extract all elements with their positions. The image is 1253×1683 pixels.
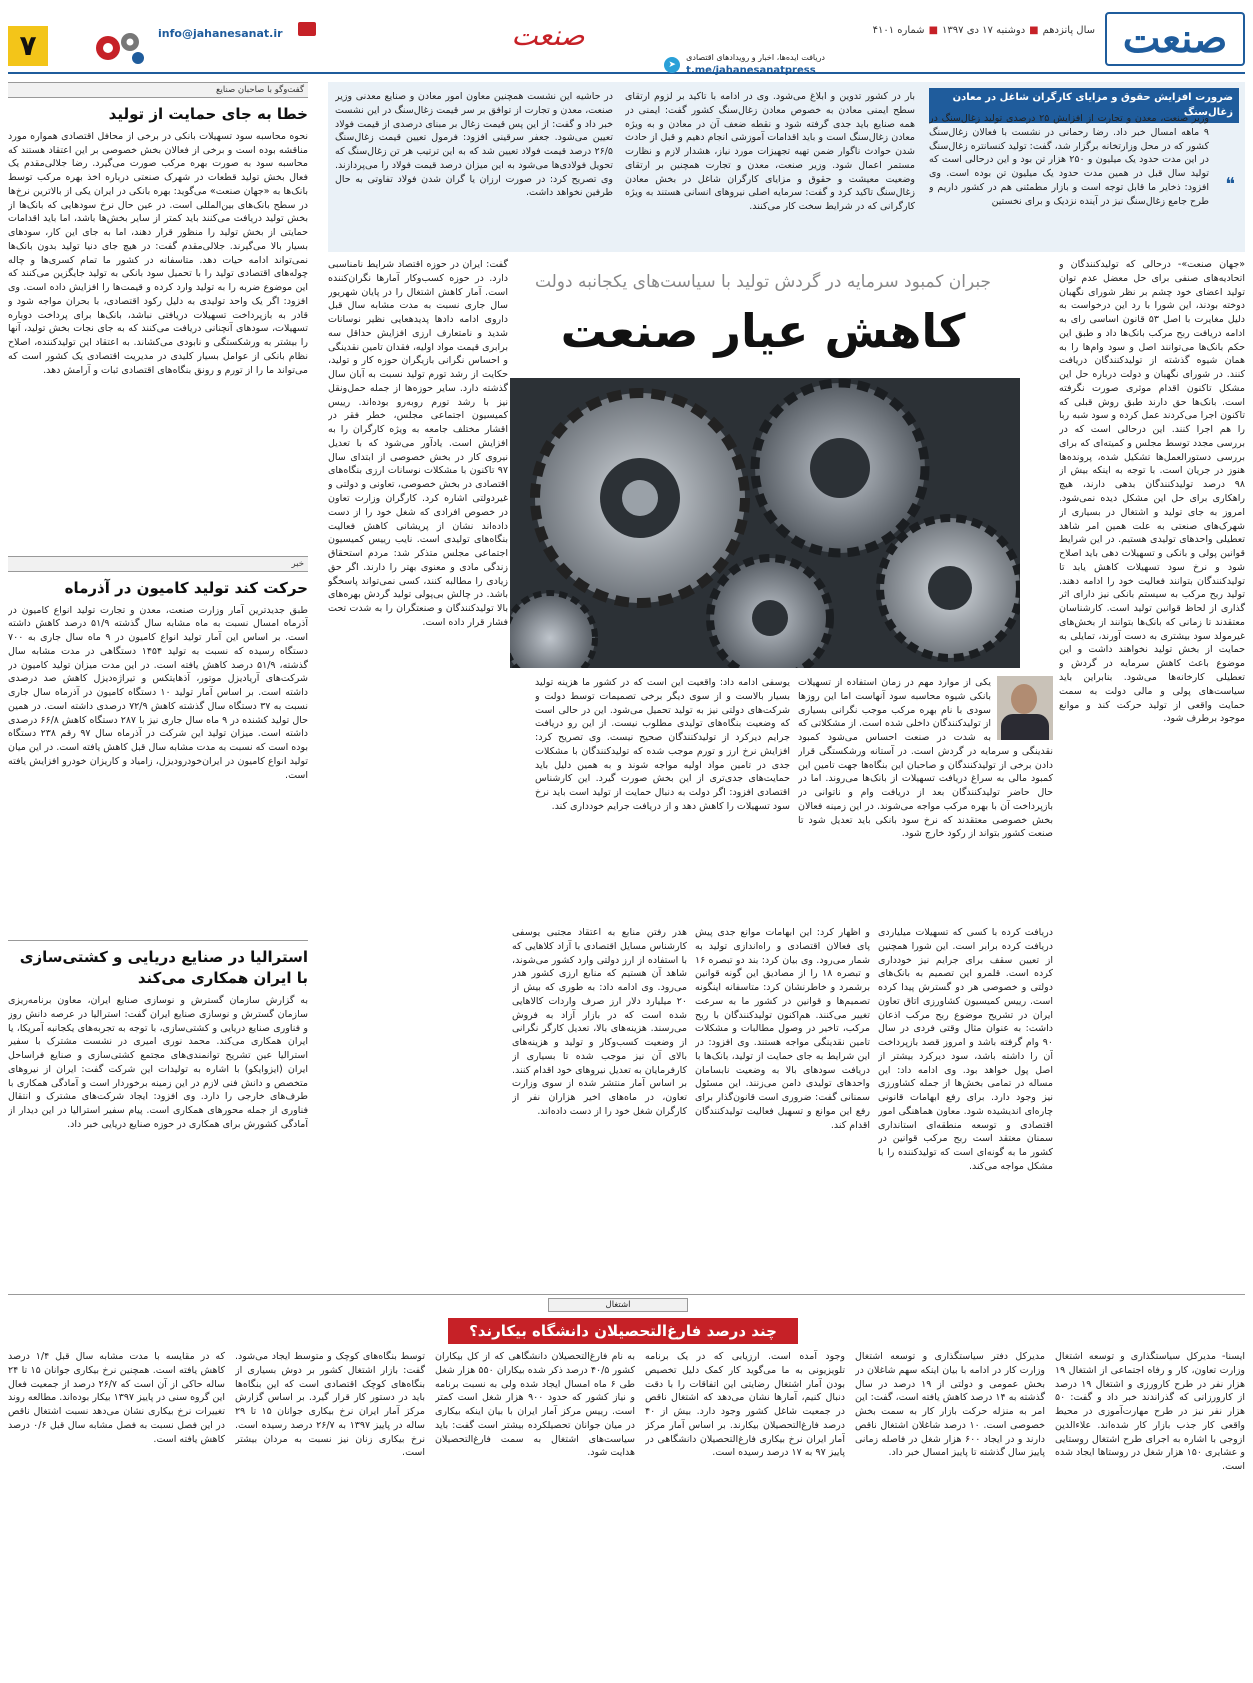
left-column bbox=[8, 82, 308, 1222]
main-article-col-left: گفت: ایران در حوزه اقتصاد شرایط نامناسبی دارد. در حوزه کسب‌وکار آمارها نگران‌کننده است. آمار کاهش اشتغال را در پایان شهریور سال جاری نسبت به مدت مشابه سال قبل داروی ادامه دادها پدیدهعایی نظیر نوسانات شدید و نامتعارف ارزی افزایش حداقل سه برابری قیمت مواد اولیه، فقدان تامین نقدینگی و احساس نگرانی بازیگران حوزه کار و تولید، حکایت از رشد تورم تولید نسبت به آبان سال گذشته دارد. سایر حوزه‌ها از جمله حمل‌ونقل نیز با رشد تورم روبه‌رو بوده‌اند. رییس کمیسیون اجتماعی مجلس، خطر فقر در اقشار مختلف جامعه به ویژه کارگران را به افزایش است. یادآور می‌شود که با تعدیل نیروی کار در بخش خصوصی از ابتدای سال ۹۷ تاکنون با مشکلات نوسانات ارزی بنگاه‌های اقتصادی در بخش خصوصی، تعاونی و دولتی و غیردولتی اشاره کرد. کارگران وزارت تعاون در خصوص افرادی که شغل خود را از دست داده‌اند نشان از پریشانی کاهش فعالیت بنگاه‌های تولیدی است. نایب رییس کمیسیون اجتماعی مجلس متذکر شد: مردم استحقاق زندگی مادی و معنوی بهتر را دارند. اگر حق زیادی را مطالبه کنند، کسی نمی‌تواند پاسخگو باشد. در چالش بی‌پولی تولید گردش بهره‌های بالا تولیدکنندگان و صنعتگران را به شدت تحت فشار قرار داده است. bbox=[328, 259, 508, 628]
article-truck-production: طبق جدیدترین آمار وزارت صنعت، معدن و تجارت تولید انواع کامیون در آذرماه امسال نسبت به ماه مشابه سال گذشته ۵۱/۹ درصد کاهش داشته است. بر اساس این آمار تولید انواع کامیون در ۹ ماه سال جاری به ۷۰۰ دستگاه رسیده که نسبت به تولید ۱۴۵۴ دستگاهی در مدت مشابه سال گذشته، ۵۱/۹ درصد کاهش یافته است. در این مدت میزان تولید کامیون در شرکت‌های آریادیزل موتور، آذهایتکس و تیراژه‌دیزل کاهش صد درصدی داشته است. بر اساس آمار تولید ۱۰ دستگاه کامیون در آذرماه سال جاری نسبت به ۳۷ دستگاه سال گذشته کاهش ۷۲/۹ درصدی داشته است. در همین حال تولید کشنده در ۹ ماه سال جاری نیز با ۲۸۷ دستگاه کاهش ۶۶/۸ درصدی داشته است. میزان تولید این شرکت در آذرماه سال ۹۷ رقم ۲۳۸ دستگاه بوده است که نسبت به مدت مشابه سال قبل کاهش یافته است. در این میان تولید انواع کامیون در ایران‌خودرودیزل، زامیاد و کاریزان خودرو افزایش یافته است. bbox=[8, 604, 308, 781]
coal-news-headline: ضرورت افزایش حقوق و مزایای کارگران شاغل در معادن زغال‌سنگ bbox=[929, 88, 1239, 123]
quote-icon: ❝ bbox=[1225, 174, 1235, 195]
issue-volume: سال پانزدهم bbox=[1042, 25, 1095, 36]
author-column bbox=[798, 676, 1053, 916]
article-bank-interest: نحوه محاسبه سود تسهیلات بانکی در برخی از محافل اقتصادی همواره مورد مناقشه بوده است و برخی از فعالان بخش خصوصی بر این اعتقاد هستند که محاسبه سود به صورت بهره مرکب صورت می‌گیرد. رضا جلالی‌مقدم یک فعال بخش تولید قطعات در شهرک صنعتی درباره اخذ بهره مرکب توسط بانک‌ها به «جهان صنعت» می‌گوید: بهره بانکی در ایران یکی از بالاترین نرخ‌ها در سطح بانک‌های بین‌المللی است. در عین حال نرخ سودهایی که بانک‌ها از بخش تولید دریافت می‌کنند باید کمتر از سایر بخش‌ها باشد، اما باید اقدامات حمایتی از بخش تولید را منظور قرار دهند، اما به جای این کار، سودهای بسیار بالا می‌گیرند. جلالی‌مقدم گفت: در هیچ جای دنیا تولید بدون بانک‌ها نمی‌تواند ادامه حیات دهد. متاسفانه در کشور ما تمام کسری‌ها و چاله چوله‌های اقتصادی تولید را با تحمیل سود بانکی به تولید جایگزین می‌کنند که این موضوع ضربه را به تولید وارد کرده و قیمت‌ها را افزایش داده است. وی افزود: اگر یک واحد تولیدی به دلیل رکود اقتصادی، با بحران مواجه شود و قادر به بازپرداخت تسهیلات دریافتی نباشد، بانک‌ها برای پرداخت دوباره تسهیلات، سودهای آنچنانی دریافت می‌کنند که به جای نجات بخش تولید، آنها را بیشتر به ورشکستگی و نابودی می‌کشاند. به اعتقاد این تولیدکننده، اصلاح نظام بانکی از عوامل بسیار کلیدی در مدیریت اقتصادی یک کشور است که می‌تواند ما را از تورم و رونق بنگاه‌های اقتصادی ثبات و آرامش دهد. bbox=[8, 130, 308, 376]
gears-icon bbox=[88, 26, 148, 66]
logo bbox=[1105, 12, 1245, 66]
employment-col-2: مدیرکل دفتر سیاستگذاری و توسعه اشتغال وزارت کار در ادامه با بیان اینکه سهم شاغلان در بخش عمومی و دولتی از ۱۹ درصد در سال گذشته به ۱۴ درصد کاهش یافته است، گفت: این امر به منزله حرکت بازار کار به سمت بخش خصوصی است. ۱۰ درصد شاغلان اشتغال ناقص دارند و در ایجاد ۶۰۰ هزار شغل در فاصله زمانی پاییز سال گذشته تا پاییز امسال خبر داد. bbox=[855, 1351, 1045, 1459]
issue-number: شماره ۴۱۰۱ bbox=[872, 25, 925, 36]
main-article-lower-3: هدر رفتن منابع به اعتقاد مجتبی یوسفی کارشناس مسایل اقتصادی با آزاد کلاهایی که با استفاده از ارز دولتی وارد کشور می‌شوند، شاهد آن هستیم که منابع ارزی کشور هدر می‌رود. وی ادامه داد: به طوری که بیش از ۲۰ میلیارد دلار ارز صرف واردات کالاهایی شده است که در بازار آزاد به فروش می‌رسند. هزینه‌های بالا، تعدیل کارگر نگرانی از وضعیت کسب‌وکار و تولید و هزینه‌های بالای آن نیز موجب شده تا بسیاری از کارفرمایان به تعدیل نیروهای خود اقدام کنند. بر اساس آمار منتشر شده از سوی وزارت تعاون، در ماه‌های اخیر هزاران نفر از کارگران شغل خود را از دست داده‌اند. bbox=[512, 927, 687, 1117]
main-article-col-1: «جهان صنعت»- درحالی که تولیدکنندگان و اتحادیه‌های صنفی برای حل معضل عدم توان تولید اعضای خود چشم بر نظر شورای نگهبان دوخته بودند، این شورا با رد این درخواست به دلیل مغایرت با اصل ۵۳ قانون اساسی رای به ادامه دریافت ربح مرکب بانک‌ها داد و طبق این حکم بانک‌ها می‌توانند اصل و سود وام‌ها را به همان شیوه گذشته از تولیدکنندگان دریافت کنند. در شورای نگهبان و دولت درباره حل این مشکل تاکنون اقدام موثری صورت نگرفته است. بانک‌ها حق دارند طبق روش قبلی که تاکنون اجرا می‌کردند عمل کرده و سود شبه ربا را هم اجرا کنند. این درحالی است که در بررسی مجدد توسط مجلس و کمیته‌ای که برای بررسی دستورالعمل‌ها تشکیل شده، پرونده‌ها هنوز در جریان است. با توجه به اینکه بیش از ۹۸ درصد تولیدکنندگان بدهی دارند، هیچ راهکاری برای حل این مشکل دیده نمی‌شود. امروز به جای تولید و اشتغال در بسیاری از شهرک‌های صنعتی به علت همین امر شاهد تعطیلی واحدهای تولیدی هستیم. در این شرایط قوانین پولی و بانکی و تسهیلات دهی باید اصلاح شود و نرخ سود تسهیلات کاهش یابد تا تولیدکنندگان بتوانند فعالیت خود را ادامه دهند. تولید ربح مرکب به سیستم بانکی نیز دارای اثر گذاری از لحاظ قوانین تولید است. کارشناسان معتقدند تا زمانی که بانک‌ها بتوانند از بخش‌های غیرمولد سود بیشتری به دست آورند، تمایلی به حمایت از بخش تولید نخواهند داشت و این موضوع باعث کاهش سرمایه در گردش و تعطیلی کارخانه‌ها می‌شود. بنابراین باید سیاست‌های پولی و مالی دولت به سمت حمایت واقعی از تولید حرکت کند و موانع موجود برطرف شود. bbox=[1059, 259, 1245, 725]
main-article-col-mid: یوسفی ادامه داد: واقعیت این است که در کشور ما هزینه تولید بسیار بالاست و از سوی دیگر برخی تصمیمات توسط دولت و شرکت‌های دولتی نیز به تولید تحمیل می‌شود. این در حالی است که وضعیت بنگاه‌های تولیدی مطلوب نیست. از این رو دریافت جرایم دیرکرد از تولیدکنندگان صحیح نیست. وی تصریح کرد: افزایش نرخ ارز و تورم موجب شده که تولیدکنندگان با مشکلات جدی در تامین مواد اولیه مواجه شوند و به همین دلیل باید حمایت‌های جدی‌تری از این بخش صورت گیرد. این کارشناس اقتصادی افزود: اگر دولت به دنبال حمایت از تولید است باید نرخ سود تسهیلات را کاهش دهد و از دریافت جرایم خودداری کند. bbox=[535, 677, 790, 812]
issue-line: سال پانزدهم■دوشنبه ۱۷ دی ۱۳۹۷■شماره ۴۱۰۱ bbox=[872, 25, 1095, 36]
telegram-icon: ➤ bbox=[664, 57, 680, 73]
headline-bank-interest: خطا به جای حمایت از تولید bbox=[108, 105, 308, 123]
headline-truck-production: حرکت کند تولید کامیون در آذرماه bbox=[64, 578, 308, 597]
telegram-url[interactable]: t.me/jahanesanatpress bbox=[686, 64, 816, 76]
coal-news-col-3: در حاشیه این نشست همچنین معاون امور معادن و صنایع معدنی وزیر صنعت، معدن و تجارت از توافق بر سر قیمت زغال‌سنگ در این نشست خبر داد و گفت: از این پس قیمت زغال بر مبنای درصدی از قیمت فولاد تعیین می‌شود. جعفر سرقینی افزود: فرمول تعیین قیمت زغال‌سنگ ۲۶/۵ درصد قیمت فولاد تعیین شد که به این ترتیب هر تن زغال‌سنگ که تحویل فولادی‌ها می‌شود به این میزان درصد قیمت فولاد را می‌پردازند. وی تصریح کرد: در صورت ارزان یا گران شدن فولاد تفاوتی به حال طرفین نخواهد داشت. bbox=[335, 91, 613, 199]
logo-text: صنعت bbox=[1122, 15, 1228, 62]
masthead bbox=[8, 8, 1245, 74]
mail-icon bbox=[298, 22, 316, 36]
coal-news-col-2: بار در کشور تدوین و ابلاغ می‌شود. وی در ادامه با تاکید بر لزوم ارتقای سطح ایمنی معادن به خصوص معادن زغال‌سنگ کشور گفت: ایمنی در همه صنایع باید جدی گرفته شود و نقطه ضعف آن در معادن و به ویژه معادن زغال‌سنگ است و باید اقدامات آموزشی انجام دهیم و قبل از حادث شدن حوادث ناگوار ضمن تهیه تجهیزات مورد نیاز، هشدار لازم و نظارت مستمر اعمال شود. وزیر صنعت، معدن و تجارت همچنین بر ارتقای وضعیت معیشت و حقوق و مزایای کارگران شاغل در بخش معادن زغال‌سنگ تاکید کرد و گفت: سرمایه اصلی نیروهای انسانی هستند به ویژه کارگرانی که در شرایط سخت کار می‌کنند. bbox=[625, 91, 915, 213]
article-australia: به گزارش سازمان گسترش و نوسازی صنایع ایران، معاون برنامه‌ریزی سازمان گسترش و نوسازی صنایع ایران گفت: استرالیا در عرصه دانش روز و فناوری صنایع دریایی و کشتی‌سازی، با توجه به تجربه‌های یکجانبه آمریکا، یا ایران همکاری می‌کند. محمد نوری امیری در نشست مشترک با سفیر استرالیا عین تشریح توانمندی‌های مجتمع کشتی‌سازی و صنایع فراساحل ایران (ایزوایکو) با اشاره به تولیدات این شرکت گفت: ایران از نیروهای متخصص و دانش فنی لازم در این زمینه برخوردار است و آمادگی همکاری با طرف‌های خارجی را دارد. وی افزود: ایجاد شرکت‌های مشترک و انتقال فناوری از جمله محورهای همکاری است. پیام سفیر استرالیا در این دیدار از آمادگی کشورش برای همکاری در حوزه صنایع دریایی خبر داد. bbox=[8, 995, 308, 1130]
issue-date: دوشنبه ۱۷ دی ۱۳۹۷ bbox=[942, 25, 1026, 36]
section-tag-news: خبر bbox=[8, 556, 308, 572]
employment-col-5: توسط بنگاه‌های کوچک و متوسط ایجاد می‌شود. گفت: بازار اشتغال کشور بر دوش بسیاری از بنگاه‌های کوچک اقتصادی است که این بنگاه‌ها باید در دستور کار قرار گیرد. بر اساس گزارش مرکز آمار ایران نرخ بیکاری جوانان ۱۵ تا ۲۹ ساله در پاییز ۱۳۹۷ به ۲۶/۷ درصد رسیده است. نرخ بیکاری زنان نیز نسبت به مردان بیشتر است. bbox=[235, 1351, 425, 1459]
main-kicker: جبران کمبود سرمایه در گردش تولید با سیاست‌های یکجانبه دولت bbox=[534, 272, 992, 292]
main-article-lower-1: دریافت کرده با کسی که تسهیلات میلیاردی دریافت کرده برابر است. این شورا همچنین از تعیین سقف برای جرایم نیز خودداری کرده است. قلمرو این تصمیم به بانک‌های دولتی و خصوصی هر دو گسترش پیدا کرده است. رییس کمیسیون کشاورزی اتاق تعاون ایران در تشریح موضوع ربح مرکب اذعان داشت: به عنوان مثال وقتی فردی در سال ۹۰ وام گرفته باشد و امروز قصد بازپرداخت آن را داشته باشد، سود دیرکرد بیشتر از اصل پول خواهد بود. وی ادامه داد: این مساله در تمامی بخش‌ها از جمله کشاورزی نیز وجود دارد. برای رفع ابهامات قانونی چاره‌ای اندیشیده شود. معاون هماهنگی امور اقتصادی و توسعه منطقه‌ای استانداری سمنان معتقد است ربح مرکب قوانین در کشور ما به گونه‌ای است که تولیدکننده را با مشکل مواجه می‌کند. bbox=[878, 927, 1053, 1173]
headline-graduates: چند درصد فارغ‌التحصیلان دانشگاه بیکارند؟ bbox=[448, 1318, 798, 1344]
employment-section bbox=[8, 1298, 1245, 1675]
email-link[interactable]: info@jahanesanat.ir bbox=[158, 27, 283, 40]
coal-news-box bbox=[328, 82, 1245, 252]
section-tag-employment: اشتغال bbox=[548, 1298, 688, 1312]
telegram-caption: دریافت ایده‌ها، اخبار و رویدادهای اقتصادی bbox=[686, 53, 825, 62]
author-photo bbox=[997, 676, 1053, 740]
gears-photo bbox=[510, 378, 1020, 668]
employment-col-3: وجود آمده است. ارزیابی که در یک برنامه تلویزیونی به ما می‌گوید کار کمک دلیل تخصیص بودن آمار اشتغال رضایتی این اتفاقات را با دقت دنبال کنیم، آمارها نشان می‌دهد که اشتغال ناقص در جمعیت شاغل کشور وجود دارد. بیش از ۴۰ درصد فارغ‌التحصیلان بیکارند. بر اساس آمار مرکز آمار ایران نرخ بیکاری فارغ‌التحصیلان دانشگاهی در پاییز ۹۷ به ۱۷ درصد رسیده است. bbox=[645, 1351, 845, 1459]
coal-news-col-1: وزیر صنعت، معدن و تجارت از افزایش ۲۵ درصدی تولید زغال‌سنگ در ۹ ماهه امسال خبر داد. رضا رحمانی در نشست با فعالان زغال‌سنگ کشور که در محل وزارتخانه برگزار شد، گفت: تولید کنسانتره زغال‌سنگ در این مدت حدود یک میلیون و ۲۵۰ هزار تن بود و این درحالی است که تولید سال قبل در همین مدت حدود یک میلیون تن بوده است. وی افزود: ذخایر ما قابل توجه است و بازار مطمئنی هم در کشور داریم و طرح جامع زغال‌سنگ نیز در آینده نزدیک و برای نخستین bbox=[929, 113, 1209, 207]
page-number: ۷ bbox=[8, 26, 48, 66]
employment-col-1: ایسنا- مدیرکل سیاستگذاری و توسعه اشتغال وزارت تعاون، کار و رفاه اجتماعی از اشتغال ۱۹ هزار نفر در طرح کارورزی و اشتغال ۱۹ درصد از کارورزانی که گذراندند خبر داد و گفت: ۵۰ هزار نفر نیز در طرح مهارت‌آموزی در محیط واقعی کار جذب بازار کار شده‌اند. علاءالدین ازوجی با اشاره به اجرای طرح اشتغال روستایی و عشایری ۱۵۰ هزار شغل در روستاها ایجاد شده است. bbox=[1055, 1351, 1245, 1473]
telegram-link[interactable] bbox=[664, 52, 825, 78]
main-article-lower-2: و اظهار کرد: این ابهامات موانع جدی پیش پای فعالان اقتصادی و راه‌اندازی تولید به شمار می‌رود. وی بیان کرد: بند دو تبصره ۱۶ و تبصره ۱۸ را از مصادیق این گونه قوانین برشمرد و خاطرنشان کرد: متاسفانه اینگونه تصمیم‌ها و قوانین در کشور ما به سرعت تغییر می‌کنند. هم‌اکنون تولیدکنندگان با ربح مرکب، تاخیر در وصول مطالبات و مشکلات تامین نقدینگی مواجه هستند. وی افزود: در این شرایط به جای حمایت از تولید، بانک‌ها با دریافت سودهای بالا به وضعیت نابسامان واحدهای تولیدی دامن می‌زنند. این مسئول سمنانی گفت: ضروری است قانون‌گذار برای رفع این موانع و تسهیل فعالیت تولیدکنندگان اقدام کند. bbox=[695, 927, 870, 1131]
employment-col-6: که در مقایسه با مدت مشابه سال قبل ۱/۴ درصد کاهش یافته است. همچنین نرخ بیکاری جوانان ۱۵ تا ۲۴ ساله حاکی از آن است که ۲۶/۷ درصد از جمعیت فعال این گروه سنی در پاییز ۱۳۹۷ بیکار بوده‌اند. مطالعه روند تغییرات نرخ بیکاری نشان می‌دهد نسبت اشتغال ناقص در این فصل نسبت به فصل مشابه سال قبل ۰/۶ درصد کاهش یافته است. bbox=[8, 1351, 225, 1445]
author-column-text: یکی از موارد مهم در زمان استفاده از تسهیلات بانکی شیوه محاسبه سود آنهاست اما این روزها سودی با نام بهره مرکب موجب نگرانی بسیاری از تولیدکنندگان داخلی شده است. از مشکلاتی که به شدت در صنعت احساس می‌شود کمبود نقدینگی و سرمایه در گردش است. در آستانه ورشکستگی قرار دادن برخی از تولیدکنندگان و صاحبان این بنگاه‌ها جهت تامین این کمبود مالی به سراغ دریافت تسهیلات از بانک‌ها می‌روند. اما در حال حاضر تولیدکنندگان بعد از دریافت وام و ناتوانی در بازپرداخت آن با بهره مرکب مواجه می‌شوند. در این زمینه فعالان بخش خصوصی معتقدند که نرخ سود بانکی باید تعدیل شود تا صنعت کشور بتواند از رکود خارج شود. bbox=[798, 677, 1053, 840]
section-title: صنعت bbox=[511, 19, 585, 52]
newspaper-page bbox=[8, 8, 1245, 1675]
section-tag-interview: گفت‌وگو با صاحبان صنایع bbox=[8, 82, 308, 98]
headline-australia: استرالیا در صنایع دریایی و کشتی‌سازی با ایران همکاری می‌کند bbox=[19, 947, 308, 988]
main-headline: کاهش عیار صنعت bbox=[560, 304, 966, 358]
employment-col-4: به نام فارغ‌التحصیلان دانشگاهی که از کل بیکاران کشور ۴۰/۵ درصد ذکر شده بیکاران ۵۵۰ هزار شغل طی ۶ ماه امسال ایجاد شده ولی به نسبت برنامه و نیاز کشور که حدود ۹۰۰ هزار شغل است کمتر است. رییس مرکز آمار ایران با بیان اینکه بیکاری در میان جوانان تحصیلکرده بیشتر است گفت: باید سیاست‌های اشتغال به سمت فارغ‌التحصیلان هدایت شود. bbox=[435, 1351, 635, 1459]
